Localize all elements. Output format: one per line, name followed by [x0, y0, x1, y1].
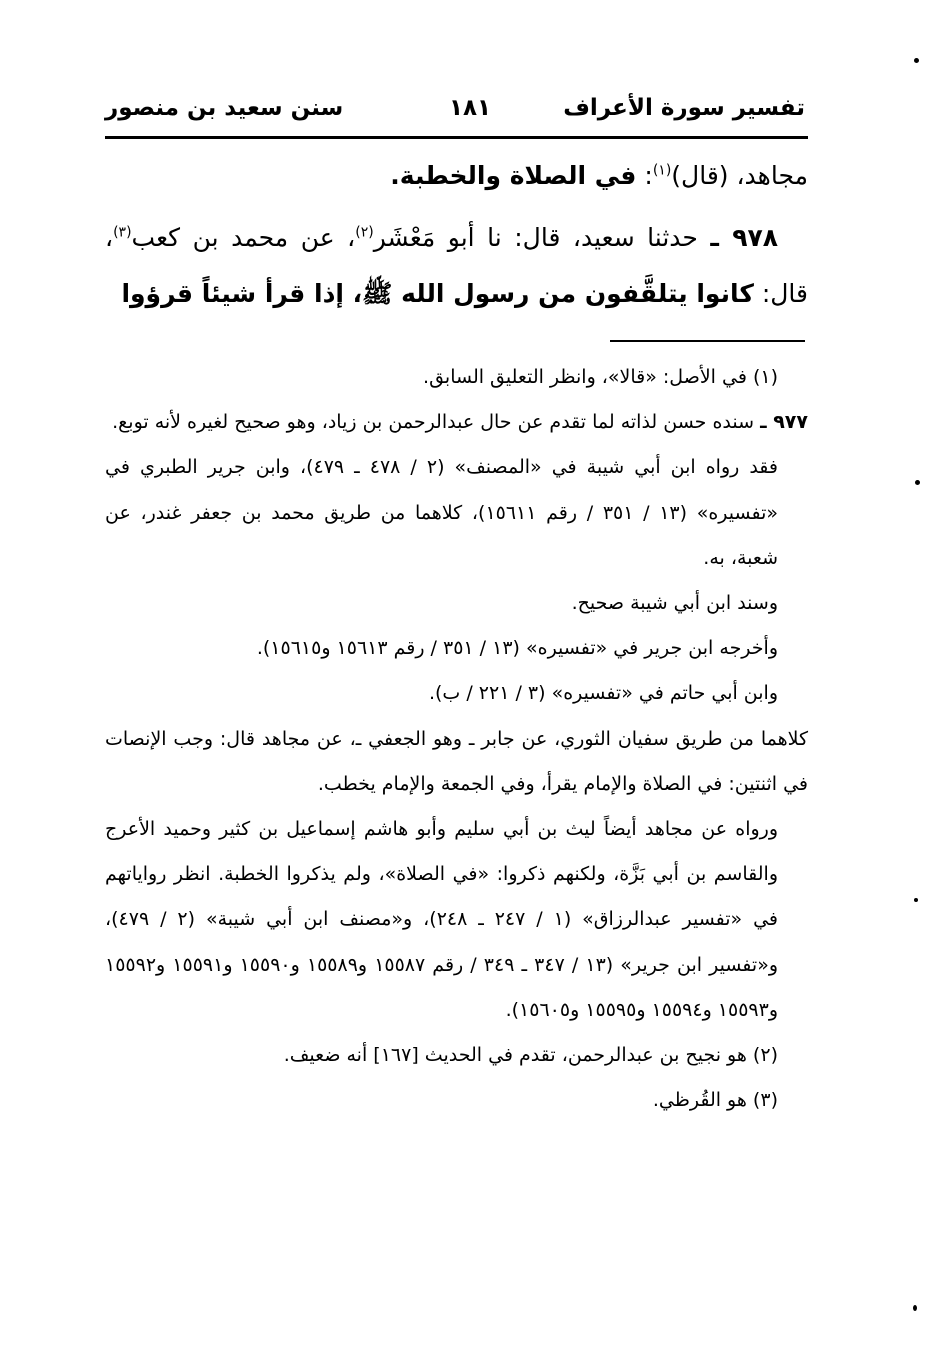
- bold-matn: كانوا يتلقَّفون من رسول الله ﷺ، إذا قرأ شيئاً قرؤوا: [121, 279, 754, 308]
- page-number: ١٨١: [448, 95, 492, 121]
- footnote-ref-3: (٣): [113, 224, 132, 241]
- note-paragraph: ورواه عن مجاهد أيضاً ليث بن أبي سليم وأبو هاشم إسماعيل بن كثير وحميد الأعرج والقاسم بن أبي بَزَّة، ولكنهم ذكروا: «في الصلاة»، ولم يذكروا الخطبة. انظر رواياتهم في «تفسير عبدالرزاق» (١ / ٢٤٧ ـ ٢٤٨)، و«مصنف ابن أبي شيبة» (٢ / ٤٧٩)، و«تفسير ابن جرير» (١٣ / ٣٤٧ ـ ٣٤٩ / رقم ١٥٥٨٧ و١٥٥٨٩ و١٥٥٩٠ و١٥٥٩١ و١٥٥٩٢ و١٥٥٩٣ و١٥٥٩٤ و١٥٥٩٥ و١٥٦٠٥).: [105, 818, 779, 1021]
- footnote-separator: [610, 340, 805, 342]
- header-book-title: سنن سعيد بن منصور: [105, 95, 344, 121]
- scan-speck: [913, 1305, 917, 1311]
- note-paragraph: كلاهما من طريق سفيان الثوري، عن جابر ـ وهو الجعفي ـ، عن مجاهد قال: وجب الإنصات في اثنتين: في الصلاة والإمام يقرأ، وفي الجمعة والإمام يخطب.: [105, 727, 808, 795]
- note-paragraph: وأخرجه ابن جرير في «تفسيره» (١٣ / ٣٥١ / رقم ١٥٦١٣ و١٥٦١٥).: [256, 637, 778, 660]
- footnote-3: (٣) هو القُرظي.: [652, 1089, 778, 1112]
- text-run: مجاهد، (قال): [671, 161, 808, 190]
- header-rule: [105, 136, 808, 139]
- footnotes: [105, 355, 808, 1123]
- continuation-line: [105, 148, 808, 204]
- text-run: حدثنا سعيد، قال: نا أبو مَعْشَر: [373, 223, 711, 252]
- text-run: سنده حسن لذاته لما تقدم عن حال عبدالرحمن بن زياد، وهو صحيح لغيره لأنه توبع.: [112, 411, 761, 434]
- footnote-ref-1: (١): [652, 162, 672, 179]
- scan-speck: [914, 58, 919, 63]
- text-run: ، عن محمد بن كعب: [131, 223, 356, 252]
- scan-speck: [915, 480, 920, 485]
- hadith-978: [105, 210, 808, 322]
- note-paragraph: فقد رواه ابن أبي شيبة في «المصنف» (٢ / ٤٧٨ ـ ٤٧٩)، وابن جرير الطبري في «تفسيره» (١٣ / ٣٥١ / رقم ١٥٦١١)، كلاهما من طريق محمد بن جعفر غندر، عن شعبة، به.: [105, 456, 778, 569]
- note-paragraph: وابن أبي حاتم في «تفسيره» (٣ / ٢٢١ / ب).: [428, 682, 778, 705]
- note-paragraph: وسند ابن أبي شيبة صحيح.: [571, 592, 778, 615]
- footnote-2: (٢) هو نجيح بن عبدالرحمن، تقدم في الحديث [١٦٧] أنه ضعيف.: [283, 1044, 778, 1067]
- hadith-number: ٩٧٨ ـ: [710, 223, 779, 252]
- takhrij-977: [105, 400, 808, 445]
- bold-matn: في الصلاة والخطبة.: [390, 161, 637, 190]
- scan-speck: [914, 898, 918, 902]
- text-run: ، قال:: [105, 223, 808, 308]
- text-run: :: [636, 161, 653, 190]
- footnote-ref-2: (٢): [355, 224, 374, 241]
- hadith-number: ٩٧٧ ـ: [760, 411, 808, 434]
- footnote-1: (١) في الأصل: «قالا»، وانظر التعليق السابق.: [423, 366, 778, 388]
- main-text: [105, 148, 808, 322]
- running-header: [105, 88, 805, 134]
- header-surah-title: تفسير سورة الأعراف: [563, 95, 805, 121]
